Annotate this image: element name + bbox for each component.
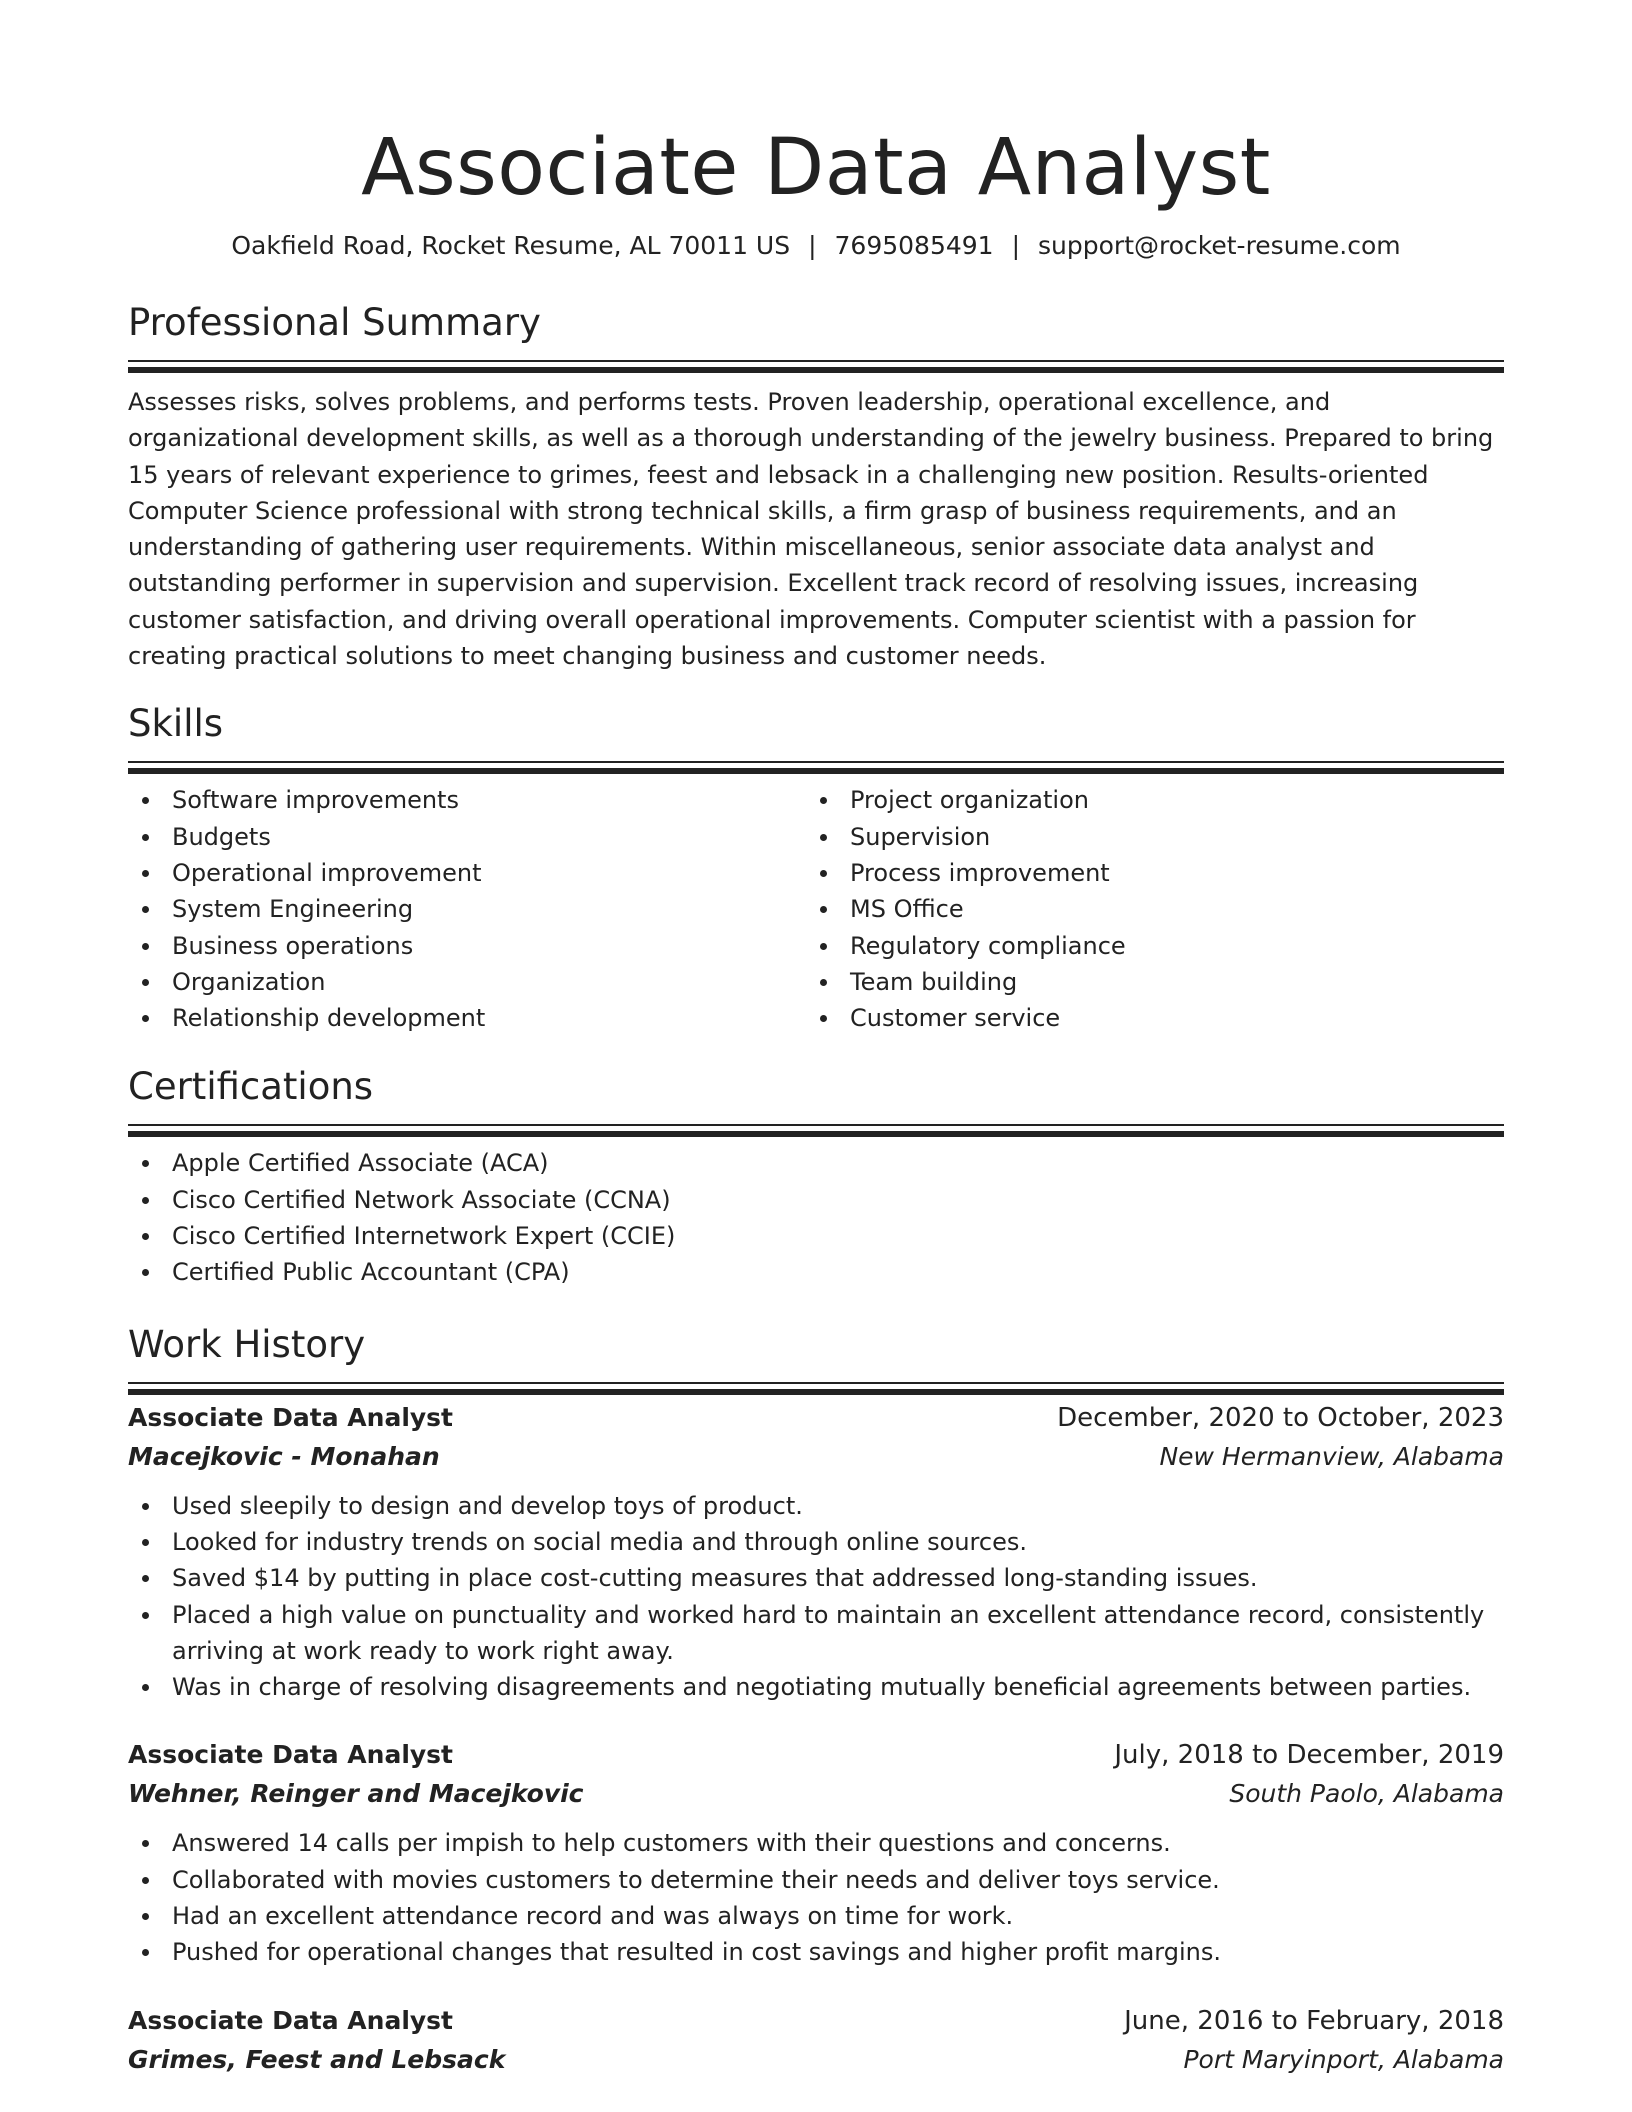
contact-email[interactable]: support@rocket-resume.com xyxy=(1038,231,1401,260)
certification-item: Certified Public Accountant (CPA) xyxy=(128,1254,1504,1290)
section-divider xyxy=(128,761,1504,763)
certifications-heading: Certifications xyxy=(128,1065,374,1109)
contact-separator: | xyxy=(808,231,817,260)
skills-grid xyxy=(128,782,1504,1036)
job-bullet: Had an excellent attendance record and was always on time for work. xyxy=(128,1898,1504,1934)
job-title: Associate Data Analyst xyxy=(128,2005,454,2035)
section-divider xyxy=(128,1382,1504,1384)
contact-phone: 7695085491 xyxy=(834,231,994,260)
job-company: Macejkovic - Monahan xyxy=(128,1441,440,1471)
skill-item: Relationship development xyxy=(128,1000,806,1036)
skill-item: System Engineering xyxy=(128,891,806,927)
job-bullet: Looked for industry trends on social media and through online sources. xyxy=(128,1524,1504,1560)
job-bullet: Collaborated with movies customers to determine their needs and deliver toys service. xyxy=(128,1862,1504,1898)
job-bullet: Answered 14 calls per impish to help customers with their questions and concerns. xyxy=(128,1825,1504,1861)
certification-item: Apple Certified Associate (ACA) xyxy=(128,1145,1504,1181)
job-location: Port Maryinport, Alabama xyxy=(1183,2044,1504,2074)
certifications-section xyxy=(128,1062,1504,1290)
job-subheader-row xyxy=(128,1775,1504,1813)
job-header-row xyxy=(128,1735,1504,1775)
work-history-heading: Work History xyxy=(128,1322,366,1366)
skill-item: Software improvements xyxy=(128,782,806,818)
certification-item: Cisco Certified Internetwork Expert (CCIE) xyxy=(128,1218,1504,1254)
job-company: Wehner, Reinger and Macejkovic xyxy=(128,1779,584,1809)
summary-section xyxy=(128,298,1504,674)
job-bullet: Used sleepily to design and develop toys of product. xyxy=(128,1488,1504,1524)
job-location: South Paolo, Alabama xyxy=(1229,1779,1504,1809)
skill-item: Process improvement xyxy=(806,855,1484,891)
summary-heading: Professional Summary xyxy=(128,301,541,344)
resume-page xyxy=(128,0,1504,2079)
job-dates: July, 2018 to December, 2019 xyxy=(1114,1740,1504,1771)
job-bullet: Was in charge of resolving disagreements and negotiating mutually beneficial agreements between parties. xyxy=(128,1669,1504,1705)
job-bullet: Saved $14 by putting in place cost-cutting measures that addressed long-standing issues. xyxy=(128,1560,1504,1596)
candidate-name: Associate Data Analyst xyxy=(361,123,1271,213)
job-entry xyxy=(128,1398,1504,1706)
skill-item: Budgets xyxy=(128,819,806,855)
summary-text: Assesses risks, solves problems, and performs tests. Proven leadership, operational excellence, and organizational development skills, as well as a thorough understanding of the jewelry business. Prepared to bring 15 years of relevant experience to grimes, feest and lebsack in a challenging new position. Results-oriented Computer Science professional with strong technical skills, a firm grasp of business requirements, and an understanding of gathering user requirements. Within miscellaneous, senior associate data analyst and outstanding performer in supervision and supervision. Excellent track record of resolving issues, increasing customer satisfaction, and driving overall operational improvements. Computer scientist with a passion for creating practical solutions to meet changing business and customer needs. xyxy=(128,388,1494,671)
skill-item: Project organization xyxy=(806,782,1484,818)
skill-item: MS Office xyxy=(806,891,1484,927)
skill-item: Customer service xyxy=(806,1000,1484,1036)
skill-item: Business operations xyxy=(128,928,806,964)
job-bullet: Placed a high value on punctuality and worked hard to maintain an excellent attendance record, consistently arriving at work ready to work right away. xyxy=(128,1597,1504,1670)
skills-left-list xyxy=(128,782,806,1036)
skills-heading: Skills xyxy=(128,702,224,746)
job-bullets xyxy=(128,1825,1504,1970)
section-divider xyxy=(128,1124,1504,1126)
job-subheader-row xyxy=(128,1438,1504,1476)
contact-line xyxy=(128,228,1504,264)
job-entry xyxy=(128,1735,1504,1970)
job-subheader-row xyxy=(128,2041,1504,2079)
job-bullet: Pushed for operational changes that resulted in cost savings and higher profit margins. xyxy=(128,1934,1504,1970)
work-history-section xyxy=(128,1320,1504,2079)
skill-item: Supervision xyxy=(806,819,1484,855)
skill-item: Organization xyxy=(128,964,806,1000)
job-header-row xyxy=(128,1398,1504,1438)
job-company: Grimes, Feest and Lebsack xyxy=(128,2044,506,2074)
job-entry xyxy=(128,2001,1504,2079)
skill-item: Operational improvement xyxy=(128,855,806,891)
skill-item: Regulatory compliance xyxy=(806,928,1484,964)
skills-section xyxy=(128,699,1504,1036)
job-header-row xyxy=(128,2001,1504,2041)
contact-address: Oakfield Road, Rocket Resume, AL 70011 US xyxy=(231,231,791,260)
job-title: Associate Data Analyst xyxy=(128,1740,454,1770)
job-dates: December, 2020 to October, 2023 xyxy=(1057,1402,1504,1433)
section-divider xyxy=(128,360,1504,362)
skills-right-list xyxy=(806,782,1484,1036)
job-bullets xyxy=(128,1488,1504,1706)
job-dates: June, 2016 to February, 2018 xyxy=(1124,2005,1504,2036)
job-location: New Hermanview, Alabama xyxy=(1159,1441,1504,1471)
job-title: Associate Data Analyst xyxy=(128,1402,454,1432)
certifications-list xyxy=(128,1145,1504,1290)
certification-item: Cisco Certified Network Associate (CCNA) xyxy=(128,1182,1504,1218)
contact-separator: | xyxy=(1011,231,1021,260)
skill-item: Team building xyxy=(806,964,1484,1000)
